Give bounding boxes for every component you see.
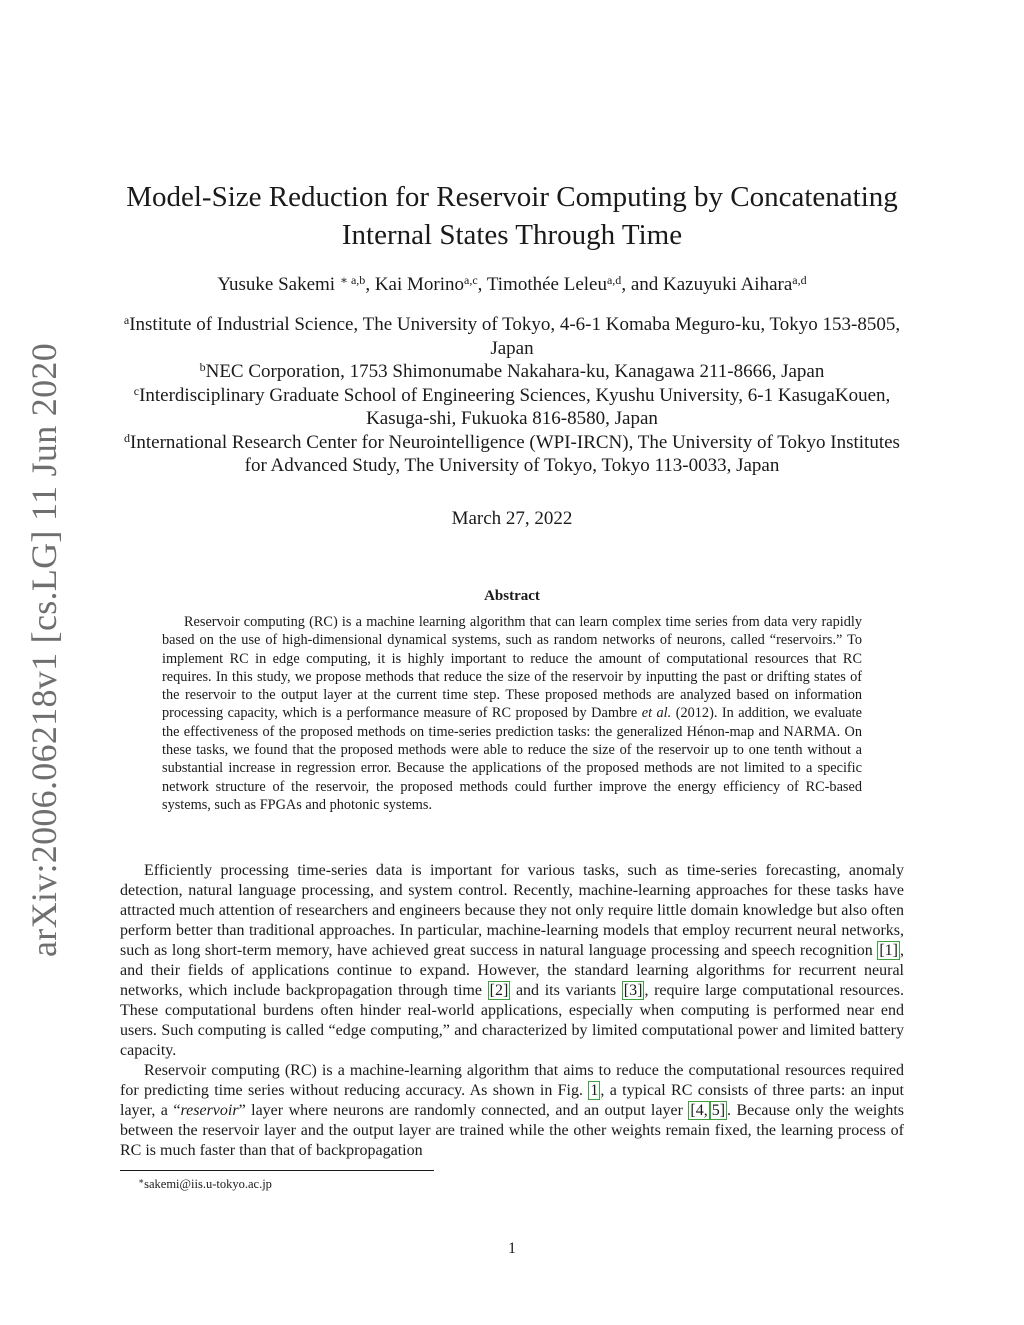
paragraph-text: , and their fields of applications continue to expand. However, the standard learning algorithms for recurrent neural networks, which include backpropagation through time [120,942,904,999]
footnote-divider [120,1170,434,1171]
paper-title [120,178,904,254]
author-separator: , [477,274,487,295]
page-number: 1 [508,1240,516,1257]
author-separator: , [365,274,375,295]
affiliation-text: International Research Center for Neurointelligence (WPI-IRCN), The University of Tokyo Institutes for Advanced Study, The University of Tokyo, Tokyo 113-0033, Japan [130,431,900,476]
citation-link-2[interactable]: [2] [489,982,509,999]
reservoir-term: reservoir [180,1102,239,1119]
citation-link-4[interactable]: [4, [690,1102,708,1119]
author-name: Yusuke Sakemi [217,274,336,295]
author-name: Kai Morino [374,274,464,295]
author-affiliation-mark: a,c [464,273,478,287]
paragraph-text: , require large computational resources. These computational burdens often hinder real-world applications, especially when computing is performed near end users. Such computing is called “edge computing,” and characterized by limited computational power and limited battery capacity. [120,982,904,1059]
affiliation-item [120,313,904,360]
author-separator: , and [621,274,663,295]
affiliation-list [120,313,904,478]
abstract-et-al: et al. [641,705,672,722]
affiliation-mark: b [199,360,206,374]
footnote-mark: ∗ [138,1176,145,1186]
affiliation-mark: d [124,430,131,445]
paragraph-text: Reservoir computing (RC) is a machine-learning algorithm that aims to reduce the computational resources required for predicting time series without reducing accuracy. As shown in Fig. [120,1062,904,1099]
arxiv-identifier-stamp: arXiv:2006.06218v1 [cs.LG] 11 Jun 2020 [24,343,64,957]
affiliation-mark: a [123,313,130,327]
footnote-text: sakemi@iis.u-tokyo.ac.jp [144,1177,272,1191]
paragraph-text: , a typical RC consists of three parts: an input layer, a “ [120,1082,904,1119]
abstract-part-1: Reservoir computing (RC) is a machine learning algorithm that can learn complex time series from data very rapidly based on the use of high-dimensional dynamical systems, such as random networks of neurons, called “reservoirs.” To implement RC in edge computing, it is highly important to reduce the amount of computational resources that RC requires. In this study, we propose methods that reduce the size of the reservoir by inputting the past or drifting states of the reservoir to the output layer at the current time step. These proposed methods are analyzed based on information processing capacity, which is a performance measure of RC proposed by Dambre [162,614,862,722]
author-affiliation-mark: a,d [606,273,622,287]
affiliation-text: NEC Corporation, 1753 Shimonumabe Nakahara-ku, Kanagawa 211-8666, Japan [205,361,825,382]
paragraph-text: and its variants [510,982,622,999]
title-line-1: Model-Size Reduction for Reservoir Computing by Concatenating [126,181,898,213]
abstract-text [162,613,862,814]
author-name: Kazuyuki Aihara [663,274,793,295]
affiliation-item [120,360,904,384]
affiliation-text: Institute of Industrial Science, The University of Tokyo, 4-6-1 Komaba Meguro-ku, Tokyo 153-8505, Japan [129,314,901,359]
title-line-2: Internal States Through Time [341,219,683,251]
author-affiliation-mark: a,d [792,273,807,287]
body-paragraph-1 [120,861,904,1061]
footnote-email [138,1176,272,1192]
publication-date: March 27, 2022 [451,508,573,529]
author-affiliation-mark: ∗ a,b [339,273,366,287]
body-text [120,861,904,1161]
paragraph-text: . Because only the weights between the reservoir layer and the output layer are trained while the other weights remain fixed, the learning process of RC is much faster than that of backpropagation [120,1102,904,1159]
body-paragraph-2 [120,1061,904,1161]
author-list [120,270,904,300]
affiliation-item [120,384,904,431]
citation-link-3[interactable]: [3] [623,982,643,999]
affiliation-item [120,431,904,478]
paragraph-text: Efficiently processing time-series data is important for various tasks, such as time-series forecasting, anomaly detection, natural language processing, and system control. Recently, machine-learning approaches for these tasks have attracted much attention of researchers and engineers because they not only require little domain knowledge but also often perform better than traditional approaches. In particular, machine-learning models that employ recurrent neural networks, such as long short-term memory, have achieved great success in natural language processing and speech recognition [120,862,904,959]
paragraph-text: ” layer where neurons are randomly connected, and an output layer [238,1102,689,1119]
citation-link-1[interactable]: [1] [879,942,898,959]
abstract-heading: Abstract [484,588,540,604]
figure-link-1[interactable]: 1 [590,1082,599,1099]
affiliation-text: Interdisciplinary Graduate School of Engineering Sciences, Kyushu University, 6-1 KasugaKouen, Kasuga-shi, Fukuoka 816-8580, Japan [139,384,891,429]
author-name: Timothée Leleu [486,274,607,295]
citation-link-5[interactable]: 5] [711,1102,726,1119]
abstract-part-2: (2012). In addition, we evaluate the effectiveness of the proposed methods on time-series prediction tasks: the generalized Hénon-map and NARMA. On these tasks, we found that the proposed methods were able to reduce the size of the reservoir up to one tenth without a substantial increase in regression error. Because the applications of the proposed methods are not limited to a specific network structure of the reservoir, the proposed methods could further improve the energy efficiency of RC-based systems, such as FPGAs and photonic systems. [162,705,863,813]
affiliation-mark: c [133,383,140,398]
